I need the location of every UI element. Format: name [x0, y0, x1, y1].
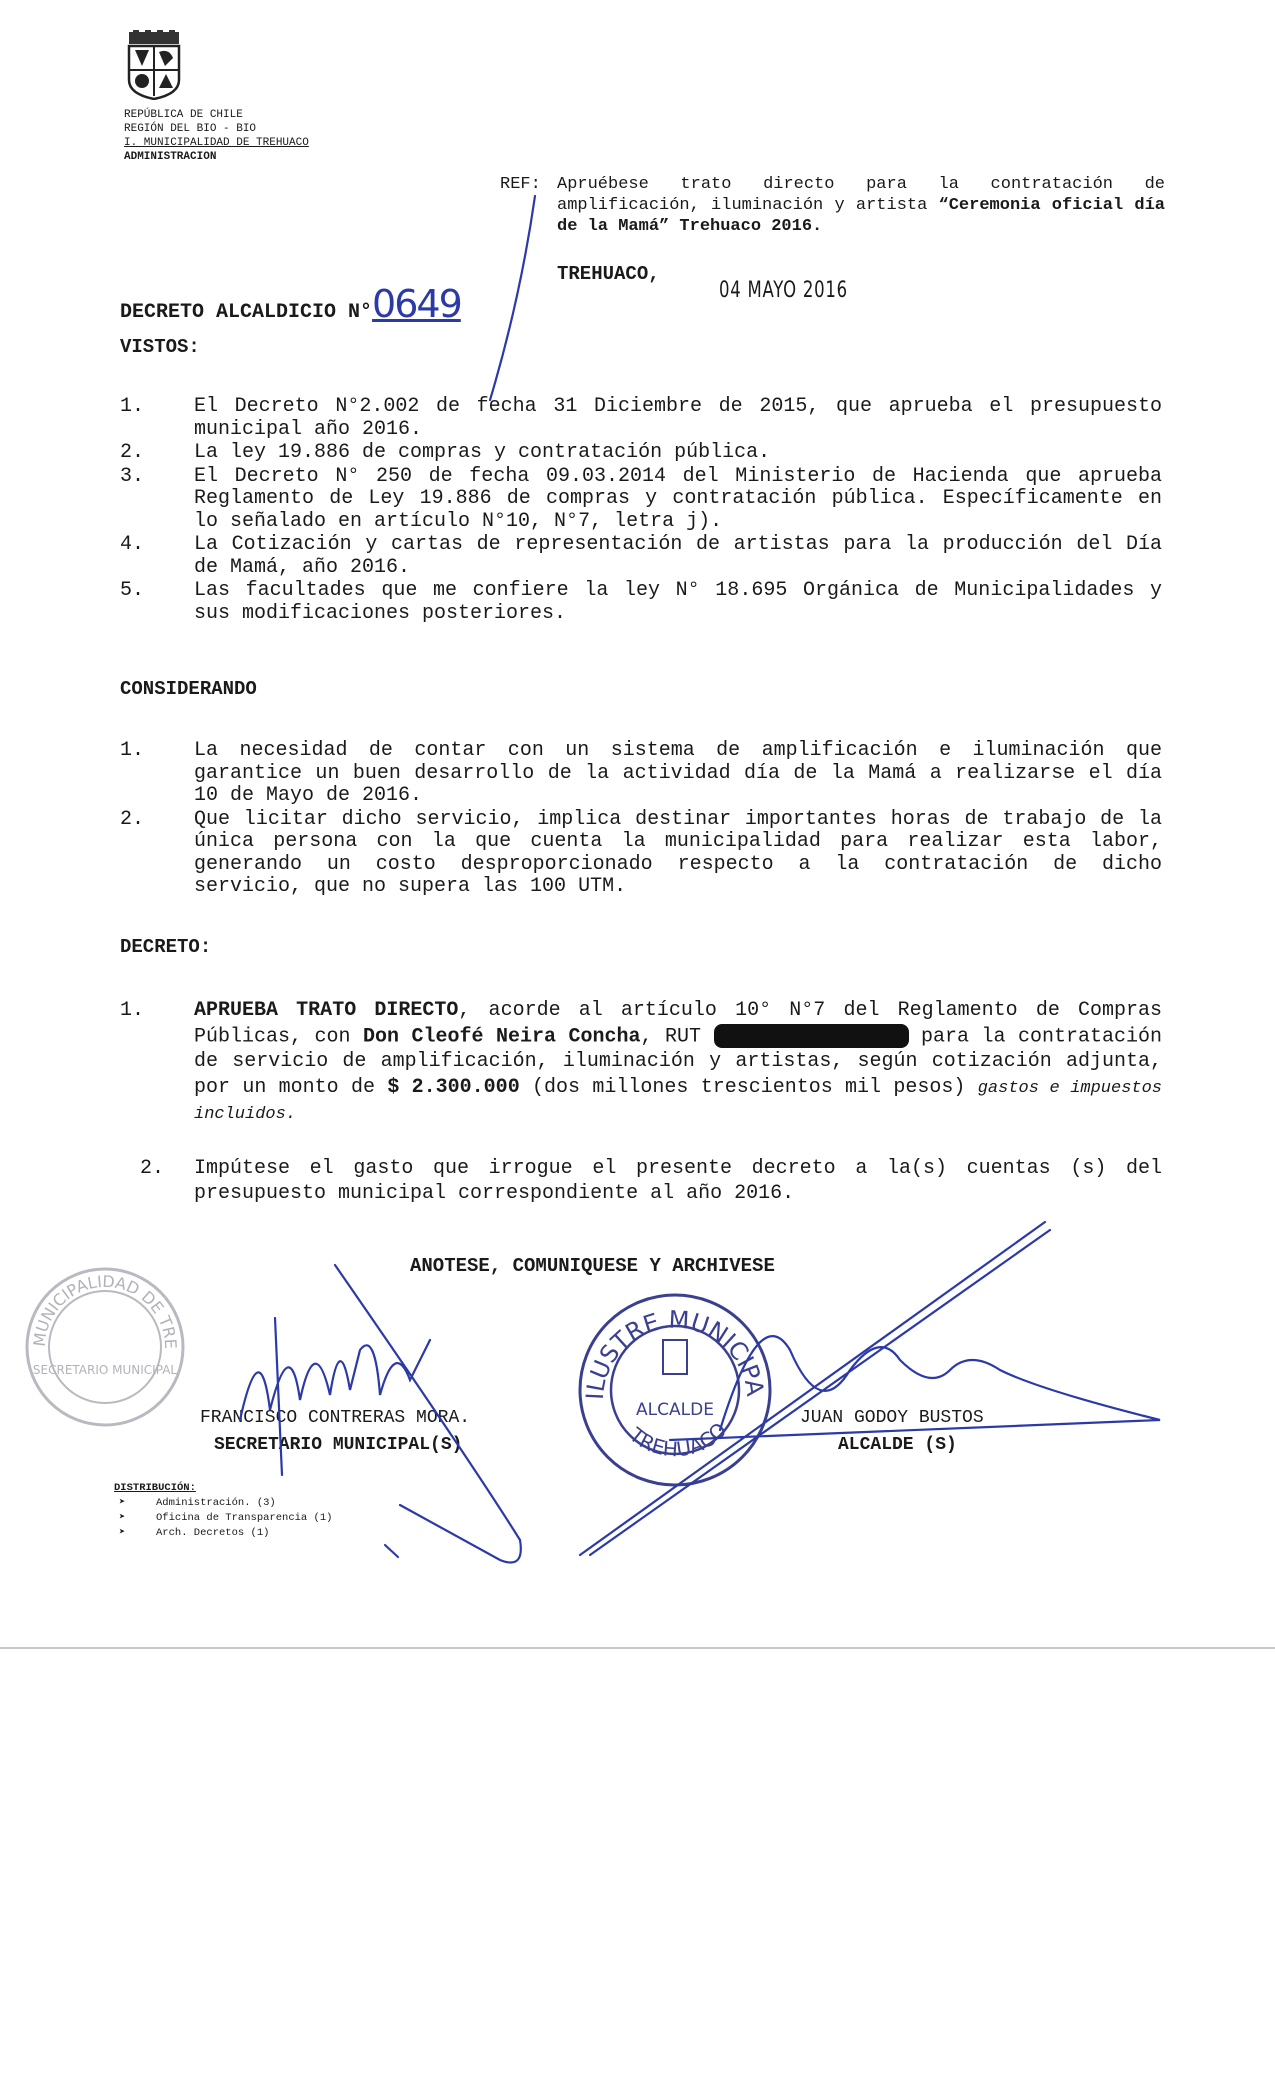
- contract-amount: $ 2.300.000: [387, 1075, 520, 1099]
- letterhead-region: REGIÓN DEL BIO - BIO: [124, 123, 257, 135]
- reference-label: REF:: [500, 175, 541, 194]
- letterhead-country: REPÚBLICA DE CHILE: [124, 109, 243, 121]
- svg-text:ILUSTRE MUNICIPALIDAD: [575, 1290, 769, 1400]
- item-number: 5.: [120, 579, 145, 602]
- considerando-list: [120, 740, 1162, 900]
- item-number: 1.: [120, 999, 145, 1022]
- decreto-heading: DECRETO:: [120, 936, 212, 958]
- item-text: La ley 19.886 de compras y contratación pública.: [194, 441, 771, 464]
- letterhead-department: ADMINISTRACION: [124, 151, 217, 163]
- item-text: Que licitar dicho servicio, implica destinar importantes horas de trabajo de la única persona con la que cuenta la municipalidad para realizar esta labor, generando un costo desproporcionado respecto a la contratación de dicho servicio, que no supera las 100 UTM.: [194, 807, 1162, 898]
- item-number: 2.: [120, 807, 145, 831]
- reference-block: [500, 174, 1165, 237]
- list-item: [120, 809, 1162, 899]
- item-text: El Decreto N°2.002 de fecha 31 Diciembre de 2015, que aprueba el presupuesto municipal año 2016.: [194, 395, 1162, 441]
- stamp-text: MUNICIPALIDAD DE TRE: [29, 1271, 181, 1350]
- item-text: Arch. Decretos (1): [156, 1527, 270, 1539]
- closing-formula: ANOTESE, COMUNIQUESE Y ARCHIVESE: [410, 1255, 775, 1277]
- item-text: La Cotización y cartas de representación de artistas para la producción del Día de Mamá, año 2016.: [194, 533, 1162, 579]
- list-item: [120, 534, 1162, 579]
- arrow-bullet-icon: ➤: [119, 1512, 126, 1524]
- reference-text: Apruébese trato directo para la contratación de amplificación, iluminación y artista: [557, 175, 1165, 215]
- decreto-list: [120, 998, 1162, 1208]
- mayor-name: JUAN GODOY BUSTOS: [800, 1408, 984, 1428]
- list-item: [120, 396, 1162, 441]
- list-item: [114, 1511, 332, 1526]
- mayor-stamp: [575, 1290, 775, 1490]
- list-item: [120, 466, 1162, 534]
- list-item: [120, 740, 1162, 808]
- considerando-heading: CONSIDERANDO: [120, 678, 257, 700]
- letterhead-municipality: I. MUNICIPALIDAD DE TREHUACO: [124, 137, 309, 149]
- item-text: Impútese el gasto que irrogue el presente decreto a la(s) cuentas (s) del presupuesto municipal correspondiente al año 2016.: [194, 1156, 1162, 1206]
- distribution-title: DISTRIBUCIÓN: [114, 1482, 190, 1494]
- list-item: [120, 442, 1162, 465]
- stamp-text: SECRETARIO MUNICIPAL: [32, 1363, 178, 1377]
- secretary-name: FRANCISCO CONTRERAS MORA.: [200, 1408, 471, 1428]
- item-text: Oficina de Transparencia (1): [156, 1512, 333, 1524]
- stamp-text: ALCALDE: [636, 1400, 714, 1420]
- city-label: TREHUACO,: [557, 263, 660, 285]
- item-number: 2.: [140, 1156, 165, 1180]
- list-item: [114, 1526, 332, 1541]
- item-note: gastos e impuestos incluidos.: [194, 1078, 1163, 1125]
- item-text: La necesidad de contar con un sistema de amplificación e iluminación que garantice un buen desarrollo de la actividad día de la Mamá a realizarse el día 10 de Mayo de 2016.: [194, 739, 1162, 807]
- decree-label: DECRETO ALCALDICIO N°: [120, 301, 373, 324]
- item-number: 3.: [120, 464, 145, 488]
- list-item: [140, 1156, 1162, 1207]
- svg-text:MUNICIPALIDAD DE TREHUACO: [20, 1262, 180, 1349]
- distribution-list: [114, 1481, 332, 1541]
- list-item: [120, 580, 1162, 625]
- item-number: 1.: [120, 739, 145, 762]
- approval-heading: APRUEBA TRATO DIRECTO: [194, 999, 459, 1022]
- item-number: 2.: [120, 441, 145, 464]
- mayor-signature-block: [800, 1405, 984, 1459]
- svg-text:TREHUACO: [624, 1418, 731, 1462]
- vistos-list: [120, 396, 1162, 626]
- arrow-bullet-icon: ➤: [119, 1497, 126, 1509]
- stamp-text: ILUSTRE MUNICIPA: [580, 1305, 770, 1401]
- mayor-role: ALCALDE (S): [838, 1435, 957, 1455]
- item-text: Administración. (3): [156, 1497, 276, 1509]
- item-text: para la contratación de servicio de amplificación, iluminación y artistas, según cotización adjunta, por un monto de: [194, 1024, 1162, 1099]
- redacted-rut: [714, 1024, 909, 1048]
- item-text: , acorde al artículo 10° N°7 del Reglamento de Compras Públicas, con: [194, 999, 1163, 1048]
- item-text: Las facultades que me confiere la ley N° 18.695 Orgánica de Municipalidades y sus modificaciones posteriores.: [194, 579, 1162, 625]
- contractor-name: Don Cleofé Neira Concha: [363, 1024, 641, 1048]
- item-number: 1.: [120, 395, 145, 418]
- page-bottom-edge: [0, 1647, 1275, 1649]
- decree-number-heading: [120, 282, 461, 326]
- stamp-text: TREHUACO: [625, 1417, 732, 1462]
- secretary-signature-block: [200, 1405, 470, 1459]
- distribution-heading: DISTRIBUCIÓN:: [114, 1482, 196, 1494]
- municipal-coat-of-arms-logo: [125, 30, 183, 100]
- secretary-stamp: [20, 1262, 190, 1432]
- reference-event: “Ceremonia oficial día de la Mamá” Trehuaco 2016.: [557, 196, 1165, 236]
- arrow-bullet-icon: ➤: [119, 1527, 126, 1539]
- item-number: 4.: [120, 533, 145, 556]
- date-stamp: 04 MAYO 2016: [719, 278, 848, 303]
- list-item: [120, 998, 1162, 1128]
- letterhead: [124, 108, 309, 164]
- item-text: El Decreto N° 250 de fecha 09.03.2014 del Ministerio de Hacienda que aprueba Reglamento de Ley 19.886 de compras y contratación pública. Específicamente en lo señalado en artículo N°10, N°7, letra j).: [194, 464, 1162, 533]
- item-text: , RUT: [640, 1024, 714, 1048]
- secretary-role: SECRETARIO MUNICIPAL(S): [214, 1435, 463, 1455]
- item-text: (dos millones trescientos mil pesos): [519, 1075, 978, 1099]
- list-item: [114, 1496, 332, 1511]
- vistos-heading: VISTOS:: [120, 336, 200, 358]
- decree-number-handwritten: 0649: [372, 282, 461, 326]
